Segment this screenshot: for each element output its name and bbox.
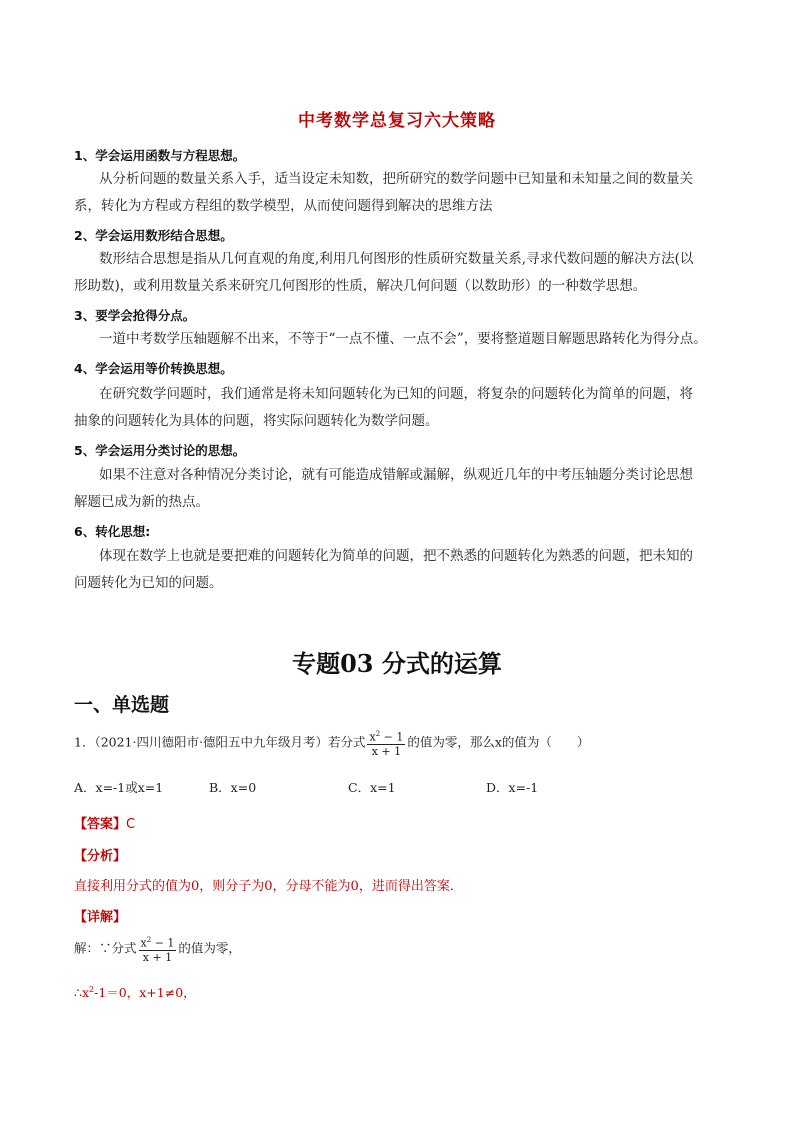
fraction-numerator: $x^2 - 1$ [369,730,404,744]
strategy-heading-1: 1、学会运用函数与方程思想。 [74,148,246,163]
analysis-text: 直接利用分式的值为0，则分子为0，分母不能为0，进而得出答案． [74,879,463,894]
fraction-denominator: x + 1 [371,744,402,758]
strategy-text-2-line-2: 形助数)，或利用数量关系来研究几何图形的性质，解决几何问题（以数助形）的一种数学思想。 [74,278,647,294]
strategy-text-4-line-1: 在研究数学问题时，我们通常是将未知问题转化为已知的问题，将复杂的问题转化为简单的问题，将 [99,386,693,402]
option-d: D．x=-1 [486,780,539,795]
strategy-text-1-line-1: 从分析问题的数量关系入手，适当设定未知数，把所研究的数学问题中已知量和未知量之间的数量关 [99,171,693,187]
detail-label: 【详解】 [74,910,127,925]
detail-fraction [139,934,177,964]
detail-step: $\therefore x^2-1=0$，x+1≠0， [74,984,196,1000]
option-b: B．x=0 [209,780,257,795]
strategy-text-6-line-2: 问题转化为已知的问题。 [74,575,223,591]
detail-fraction-denominator: x + 1 [142,950,173,964]
strategy-heading-2: 2、学会运用数形结合思想。 [74,228,233,243]
question-1-suffix: 的值为零，那么x的值为（ ） [407,734,590,750]
detail-fraction-numerator: $x^2 - 1$ [140,936,175,950]
detail-line-1 [74,934,241,964]
fraction-expression [367,728,405,758]
strategy-text-4-line-2: 抽象的问题转化为具体的问题，将实际问题转化为数学问题。 [74,413,439,429]
question-1-stem [74,728,589,758]
strategy-text-5-line-2: 解题已成为新的热点。 [74,494,209,510]
answer-label: 【答案】 [74,817,127,832]
section-title: 一、单选题 [74,694,170,716]
question-1-prefix: 1．（2021·四川德阳市·德阳五中九年级月考）若分式 [74,734,366,750]
strategy-heading-5: 5、学会运用分类讨论的思想。 [74,443,246,458]
strategy-title: 中考数学总复习六大策略 [298,111,496,131]
option-a: A．x=-1或x=1 [74,780,164,795]
strategy-text-3-line-1: 一道中考数学压轴题解不出来，不等于“一点不懂、一点不会”，要将整道题目解题思路转化为得分点。 [99,331,707,347]
strategy-text-2-line-1: 数形结合思想是指从几何直观的角度,利用几何图形的性质研究数量关系,寻求代数问题的解决方法(以 [99,251,694,267]
topic-title: 专题03 分式的运算 [292,649,502,678]
strategy-text-5-line-1: 如果不注意对各种情况分类讨论，就有可能造成错解或漏解，纵观近几年的中考压轴题分类讨论思想 [99,467,693,483]
strategy-text-6-line-1: 体现在数学上也就是要把难的问题转化为简单的问题，把不熟悉的问题转化为熟悉的问题，把未知的 [99,548,693,564]
strategy-text-1-line-2: 系，转化为方程或方程组的数学模型，从而使问题得到解决的思维方法 [74,198,493,214]
detail-suffix: 的值为零， [178,940,241,956]
strategy-heading-4: 4、学会运用等价转换思想。 [74,361,233,376]
answer-line [74,813,135,832]
strategy-heading-3: 3、要学会抢得分点。 [74,308,196,323]
analysis-label: 【分析】 [74,849,127,864]
strategy-heading-6: 6、转化思想: [74,524,151,539]
detail-prefix: 解：∵分式 [74,940,137,956]
option-c: C．x=1 [348,780,396,795]
answer-value: C [126,817,136,832]
